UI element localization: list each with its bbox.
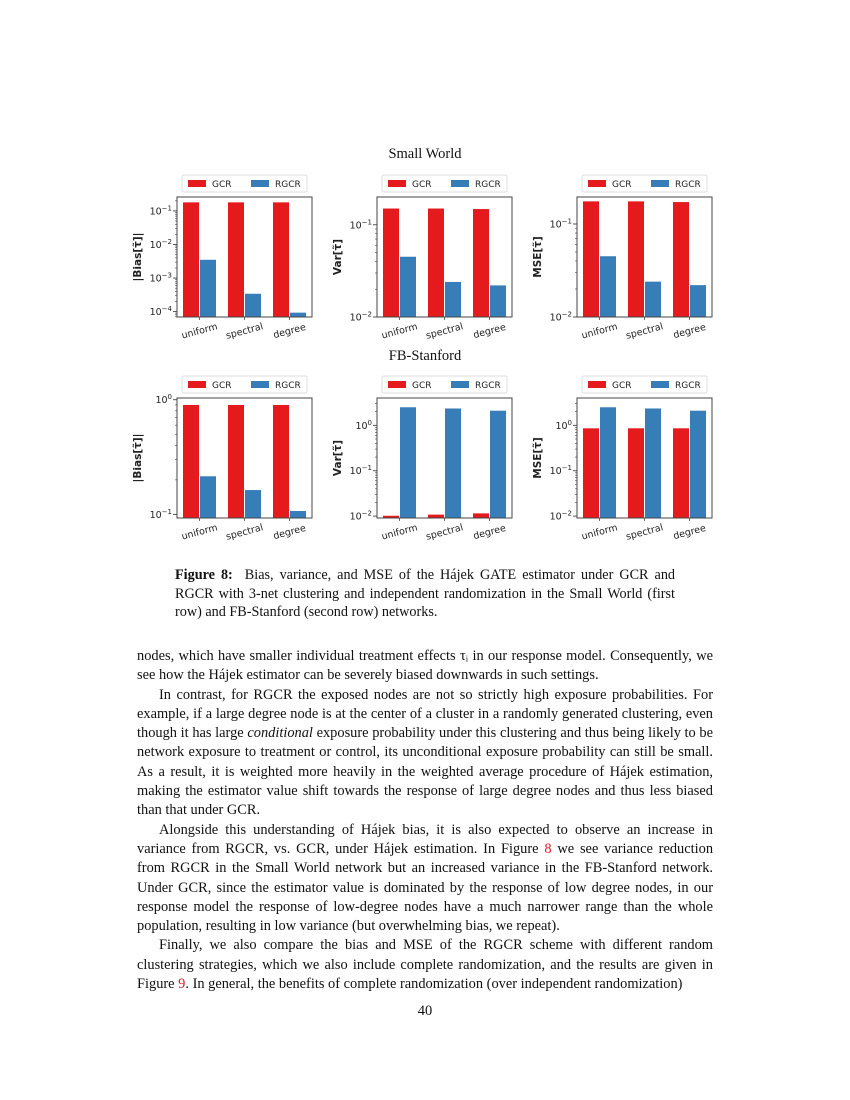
bar-rgcr-uniform (600, 256, 616, 317)
legend-swatch-rgcr (651, 381, 669, 388)
y-axis-label: MSE[τ̃] (532, 437, 544, 479)
y-tick-label: $10^{-1}$ (149, 507, 172, 521)
bar-rgcr-spectral (445, 282, 461, 317)
y-tick-label: $10^{-2}$ (149, 237, 172, 251)
bar-gcr-degree (673, 202, 689, 317)
bar-rgcr-spectral (645, 282, 661, 317)
row-title-fb-stanford: FB-Stanford (388, 348, 462, 364)
y-axis-label: |Bias[τ̃]| (132, 232, 144, 282)
text-span: exposure probability under this clustering and thus being likely to be network exposure to treatment or control, its unconditional exposure probability can still be small. As a result, it is weighted more heavily in the weighted average procedure of Hájek estimation, making the estimator value shift towards the response of large degree nodes and thus less biased than that under GCR. (137, 725, 714, 819)
legend-label-rgcr: RGCR (475, 180, 501, 190)
bar-gcr-degree (273, 202, 289, 317)
legend-swatch-rgcr (451, 381, 469, 388)
chart-small-world-bias (132, 172, 322, 352)
x-tick-label: uniform (380, 522, 419, 543)
y-tick-label: $10^{-1}$ (549, 464, 572, 478)
bar-gcr-uniform (183, 405, 199, 518)
bar-rgcr-degree (690, 411, 706, 518)
bar-gcr-uniform (583, 201, 599, 317)
x-tick-label: spectral (424, 522, 465, 543)
y-tick-label: $10^{-1}$ (149, 204, 172, 218)
y-tick-label: $10^{-1}$ (349, 464, 372, 478)
paragraph (137, 936, 713, 994)
y-axis-label: Var[τ̃] (332, 439, 344, 477)
legend-label-rgcr: RGCR (675, 180, 701, 190)
bar-rgcr-uniform (400, 257, 416, 317)
legend-swatch-gcr (188, 381, 206, 388)
x-tick-label: degree (672, 522, 708, 543)
text-span: Alongside this understanding of Hájek bias, it is also expected to observe an increase in variance from RGCR, vs. GCR, under Hájek estimation. In Figure (137, 821, 713, 857)
page-number: 40 (417, 1003, 433, 1020)
legend-label-rgcr: RGCR (675, 381, 701, 391)
legend-label-rgcr: RGCR (475, 381, 501, 391)
x-tick-label: spectral (624, 321, 665, 342)
y-axis-label: Var[τ̃] (332, 238, 344, 276)
text-span: Finally, we also compare the bias and MSE of the RGCR scheme with different random clustering strategies, which we also include complete randomization, and the results are given in Figure (137, 937, 713, 993)
y-tick-label: $10^{-2}$ (549, 310, 572, 324)
figure-caption (175, 566, 675, 622)
body-text (137, 647, 713, 994)
x-tick-label: degree (472, 522, 508, 543)
y-tick-label: $10^{-4}$ (149, 305, 172, 319)
legend-label-rgcr: RGCR (275, 180, 301, 190)
bar-gcr-uniform (583, 428, 599, 518)
y-tick-label: $10^{-1}$ (549, 217, 572, 231)
x-tick-label: degree (272, 522, 308, 543)
chart-small-world-var (332, 172, 522, 352)
bar-gcr-spectral (228, 202, 244, 317)
y-tick-label: $10^{-2}$ (349, 509, 372, 523)
caption-label: Figure 8: (175, 567, 233, 583)
bar-gcr-spectral (628, 201, 644, 317)
legend-label-gcr: GCR (412, 381, 432, 391)
legend-swatch-gcr (388, 180, 406, 187)
caption-text: Bias, variance, and MSE of the Hájek GATE estimator under GCR and RGCR with 3-net clustering and independent randomization in the Small World (first row) and FB-Stanford (second row) networks. (175, 567, 676, 620)
legend-label-gcr: GCR (612, 180, 632, 190)
bar-rgcr-degree (490, 285, 506, 317)
bar-gcr-degree (673, 428, 689, 518)
text-flow (0, 647, 850, 1020)
x-tick-label: spectral (224, 522, 265, 543)
bar-rgcr-degree (690, 285, 706, 317)
x-tick-label: uniform (580, 522, 619, 543)
bar-rgcr-degree (290, 511, 306, 518)
text-span: In contrast, for RGCR the exposed nodes are not so strictly high exposure probabilities. For example, if a large degree node is at the center of a cluster in a randomly generated clustering, even though it has large (137, 686, 713, 742)
y-tick-label: $10^{-1}$ (349, 218, 372, 232)
bar-rgcr-uniform (200, 476, 216, 518)
bar-gcr-degree (473, 209, 489, 317)
bar-gcr-uniform (183, 202, 199, 317)
x-tick-label: uniform (180, 522, 219, 543)
bar-rgcr-uniform (400, 407, 416, 518)
legend-swatch-rgcr (251, 180, 269, 187)
legend-swatch-rgcr (651, 180, 669, 187)
bar-rgcr-degree (490, 411, 506, 518)
row-title-small-world: Small World (388, 146, 462, 162)
chart-small-world-mse (532, 172, 722, 352)
legend-swatch-rgcr (251, 381, 269, 388)
y-tick-label: $10^0$ (155, 393, 172, 407)
figure-8-link[interactable]: 8 (544, 840, 552, 857)
paragraph (137, 821, 713, 937)
bar-rgcr-spectral (245, 294, 261, 317)
legend-label-rgcr: RGCR (275, 381, 301, 391)
text-span: . In general, the benefits of complete randomization (over independent randomization) (185, 976, 683, 993)
legend-swatch-gcr (388, 381, 406, 388)
y-tick-label: $10^0$ (355, 418, 372, 432)
legend-swatch-gcr (188, 180, 206, 187)
paragraph (137, 686, 713, 821)
bar-gcr-degree (473, 513, 489, 518)
y-tick-label: $10^{-2}$ (549, 509, 572, 523)
legend-swatch-gcr (588, 381, 606, 388)
x-tick-label: spectral (624, 522, 665, 543)
chart-fb-stanford-bias (132, 373, 322, 553)
bar-rgcr-spectral (245, 490, 261, 518)
bar-gcr-degree (273, 405, 289, 518)
x-tick-label: uniform (380, 321, 419, 342)
bar-rgcr-spectral (445, 408, 461, 518)
x-tick-label: uniform (580, 321, 619, 342)
y-tick-label: $10^{-2}$ (349, 310, 372, 324)
legend-label-gcr: GCR (612, 381, 632, 391)
bar-rgcr-uniform (200, 260, 216, 317)
y-tick-label: $10^0$ (555, 418, 572, 432)
y-tick-label: $10^{-3}$ (149, 271, 172, 285)
bar-rgcr-degree (290, 313, 306, 317)
bar-gcr-uniform (383, 209, 399, 317)
chart-fb-stanford-var (332, 373, 522, 553)
y-axis-label: MSE[τ̃] (532, 236, 544, 278)
x-tick-label: degree (472, 321, 508, 342)
bar-rgcr-spectral (645, 408, 661, 518)
bar-gcr-spectral (428, 515, 444, 518)
x-tick-label: degree (272, 321, 308, 342)
emphasis: conditional (247, 725, 313, 742)
x-tick-label: spectral (424, 321, 465, 342)
bar-gcr-spectral (628, 428, 644, 518)
y-axis-label: |Bias[τ̃]| (132, 433, 144, 483)
x-tick-label: spectral (224, 321, 265, 342)
x-tick-label: degree (672, 321, 708, 342)
legend-label-gcr: GCR (412, 180, 432, 190)
legend-swatch-gcr (588, 180, 606, 187)
bar-gcr-spectral (428, 209, 444, 317)
text-span: we see variance reduction from RGCR in the Small World network but an increased variance in the FB-Stanford network. Under GCR, since the estimator value is dominated by the response of low degree nodes, in our response model the response of low-degree nodes have a much narrower range than the whole population, resulting in low variance (but overwhelming bias, we repeat). (137, 840, 714, 935)
legend-swatch-rgcr (451, 180, 469, 187)
chart-fb-stanford-mse (532, 373, 722, 553)
bar-gcr-spectral (228, 405, 244, 518)
x-tick-label: uniform (180, 321, 219, 342)
legend-label-gcr: GCR (212, 381, 232, 391)
paragraph: nodes, which have smaller individual treatment effects τᵢ in our response model. Consequently, we see how the Hájek estimator can be severely biased downwards in such settings. (137, 648, 713, 684)
legend-label-gcr: GCR (212, 180, 232, 190)
bar-rgcr-uniform (600, 407, 616, 518)
figure-9-link[interactable]: 9 (178, 976, 186, 993)
